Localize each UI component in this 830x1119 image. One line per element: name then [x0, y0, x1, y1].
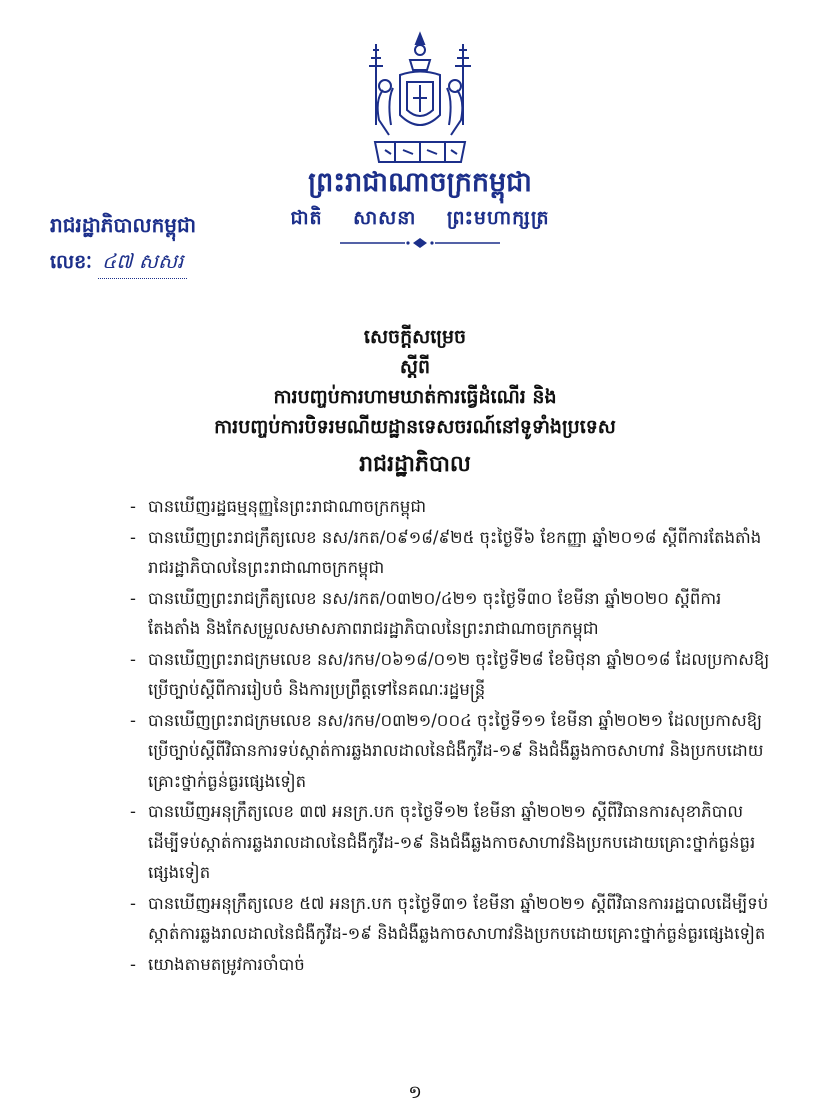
list-item: - បានឃើញរដ្ឋធម្មនុញ្ញនៃព្រះរាជាណាចក្រកម្ពុជា	[130, 497, 427, 516]
number-value: ៤៧ សសរ	[98, 248, 187, 279]
document-number	[50, 248, 187, 279]
title-line-4: ការបញ្ចប់ការបិទរមណីយដ្ឋានទេសចរណ៍នៅទូទាំងប្រទេស	[214, 416, 616, 438]
list-item: - បានឃើញព្រះរាជក្រមលេខ នស/រកម/០៦១៨/០១២ ចុះថ្ងៃទី២៨ ខែមិថុនា ឆ្នាំ២០១៨ ដែលប្រកាសឱ្យប្រើច្បាប់ស្តីពីការរៀបចំ និងការប្រព្រឹត្តទៅនៃគណៈរដ្ឋមន្ត្រី	[130, 649, 770, 699]
title-line-1: សេចក្តីសម្រេច	[363, 326, 467, 348]
ornament-divider-icon	[335, 236, 505, 250]
list-item: - បានឃើញព្រះរាជក្រឹត្យលេខ នស/រកត/០៩១៨/៩២៥ ចុះថ្ងៃទី៦ ខែកញ្ញា ឆ្នាំ២០១៨ ស្តីពីការតែងតាំងរាជរដ្ឋាភិបាលនៃព្រះរាជាណាចក្រកម្ពុជា	[130, 527, 762, 577]
list-item: - បានឃើញអនុក្រឹត្យលេខ ៣៧ អនក្រ.បក ចុះថ្ងៃទី១២ ខែមីនា ឆ្នាំ២០២១ ស្តីពីវិធានការសុខាភិបាលដើម្បីទប់ស្កាត់ការឆ្លងរាលដាលនៃជំងឺកូវីដ-១៩ និងជំងឺឆ្លងកាចសាហាវនិងប្រកបដោយគ្រោះថ្នាក់ធ្ងន់ធ្ងរផ្សេងទៀត	[130, 802, 756, 882]
list-item: - បានឃើញព្រះរាជក្រមលេខ នស/រកម/០៣២១/០០៤ ចុះថ្ងៃទី១១ ខែមីនា ឆ្នាំ២០២១ ដែលប្រកាសឱ្យប្រើច្បាប់ស្តីពីវិធានការទប់ស្កាត់ការឆ្លងរាលដាលនៃជំងឺកូវីដ-១៩ និងជំងឺឆ្លងកាចសាហាវ និងប្រកបដោយគ្រោះថ្នាក់ធ្ងន់ធ្ងរផ្សេងទៀត	[130, 710, 764, 791]
list-item: - បានឃើញអនុក្រឹត្យលេខ ៥៧ អនក្រ.បក ចុះថ្ងៃទី៣១ ខែមីនា ឆ្នាំ២០២១ ស្តីពីវិធានការរដ្ឋបាលដើម្បីទប់ស្កាត់ការឆ្លងរាលដាលនៃជំងឺកូវីដ-១៩ និងជំងឺឆ្លងកាចសាហាវនិងប្រកបដោយគ្រោះថ្នាក់ធ្ងន់ធ្ងរផ្សេងទៀត	[130, 893, 769, 943]
list-item: - យោងតាមតម្រូវការចាំបាច់	[130, 954, 305, 974]
national-motto	[275, 206, 565, 234]
royal-emblem-icon	[355, 30, 485, 180]
list-item: - បានឃើញព្រះរាជក្រឹត្យលេខ នស/រកត/០៣២០/៤២១ ចុះថ្ងៃទី៣០ ខែមីនា ឆ្នាំ២០២០ ស្តីពីការតែងតាំង និងកែសម្រួលសមាសភាពរាជរដ្ឋាភិបាលនៃព្រះរាជាណាចក្រកម្ពុជា	[130, 588, 722, 638]
number-label: លេខៈ	[50, 251, 92, 273]
legal-basis-list	[130, 492, 770, 980]
section-heading: រាជរដ្ឋាភិបាល	[359, 451, 471, 477]
title-line-3: ការបញ្ចប់ការហាមឃាត់ការធ្វើដំណើរ និង	[273, 386, 557, 408]
motto-nation: ជាតិ	[290, 207, 323, 229]
issuing-authority: រាជរដ្ឋាភិបាលកម្ពុជា	[50, 213, 196, 237]
kingdom-title: ព្រះរាជាណាចក្រកម្ពុជា	[308, 167, 532, 198]
decision-title	[0, 322, 830, 442]
title-line-2: ស្តីពី	[399, 356, 431, 378]
motto-religion: សាសនា	[353, 207, 417, 229]
page-number: ១	[408, 1082, 422, 1103]
motto-king: ព្រះមហាក្សត្រ	[446, 207, 550, 229]
